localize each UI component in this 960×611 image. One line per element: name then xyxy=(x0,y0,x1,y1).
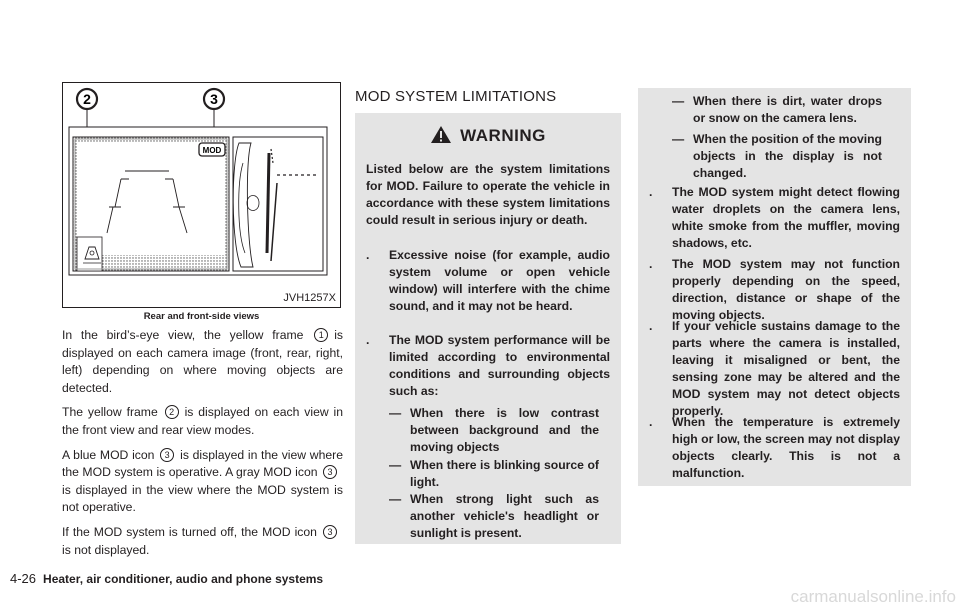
svg-text:3: 3 xyxy=(210,91,218,107)
paragraph: A blue MOD icon 3 is displayed in the view where the MOD system is operative. A gray MOD icon 3is displayed in the view where the MOD system is not operative. xyxy=(62,447,343,515)
warning-box: WARNING Listed below are the system limitations for MOD. Failure to operate the vehicle in accordance with these system limitations could result in serious injury or death. . Excessive noise (for example, audio system volume or open vehicle window) will interfere with the chime sound, and it may not be heard. . The MOD system performance will be limited according to environmental conditions and surrounding objects such as: — When there is low contrast between background and the moving objects — When there is blinking source of light. — When strong light such as another vehicle's headlight or sunlight is present. xyxy=(355,113,621,544)
mod-icon xyxy=(199,143,225,156)
figure-display-diagram xyxy=(62,82,341,308)
section-heading: MOD SYSTEM LIMITATIONS xyxy=(355,88,557,105)
paragraph: The yellow frame 2 is displayed on each view in the front view and rear view modes. xyxy=(62,405,344,437)
callout-3 xyxy=(204,89,224,109)
figure-code: JVH1257X xyxy=(283,292,336,304)
column-1-text xyxy=(62,327,343,566)
callout-ref: 1 xyxy=(314,328,328,342)
warning-intro: Listed below are the system limitations for MOD. Failure to operate the vehicle in accordance with these system limitations could result in serious injury or death. xyxy=(366,162,610,228)
paragraph: In the bird’s-eye view, the yellow frame 1 is displayed on each camera image (front, rear, right, left) depending on where moving objects are detected. xyxy=(62,328,344,395)
figure-caption: Rear and front-side views xyxy=(143,311,260,322)
warning-title: WARNING xyxy=(355,125,621,146)
callout-ref: 3 xyxy=(160,448,174,462)
svg-text:MOD: MOD xyxy=(202,146,222,155)
svg-text:2: 2 xyxy=(83,91,91,107)
callout-2 xyxy=(77,89,97,109)
callout-ref: 3 xyxy=(323,525,337,539)
page-footer xyxy=(10,571,323,586)
footer-title: Heater, air conditioner, audio and phone systems xyxy=(43,572,324,586)
warning-triangle-icon xyxy=(430,125,452,144)
page-number: 4-26 xyxy=(10,571,37,586)
callout-ref: 3 xyxy=(323,465,337,479)
warning-box-continued: — When there is dirt, water drops or snow on the camera lens. — When the position of the moving objects in the display is not changed. . The MOD system might detect flowing water droplets on the camera lens, white smoke from the muffler, moving shadows, etc. . The MOD system may not function properly depending on the speed, direction, distance or shape of the moving objects. . If your vehicle sustains damage to the parts where the camera is installed, leaving it misaligned or bent, the sensing zone may be altered and the MOD system may not detect objects properly. . When the temperature is extremely high or low, the screen may not display objects clearly. This is not a malfunction. xyxy=(638,88,911,486)
watermark: carmanualsonline.info xyxy=(790,587,956,606)
paragraph: If the MOD system is turned off, the MOD icon 3is not displayed. xyxy=(62,524,343,559)
callout-ref: 2 xyxy=(165,405,179,419)
